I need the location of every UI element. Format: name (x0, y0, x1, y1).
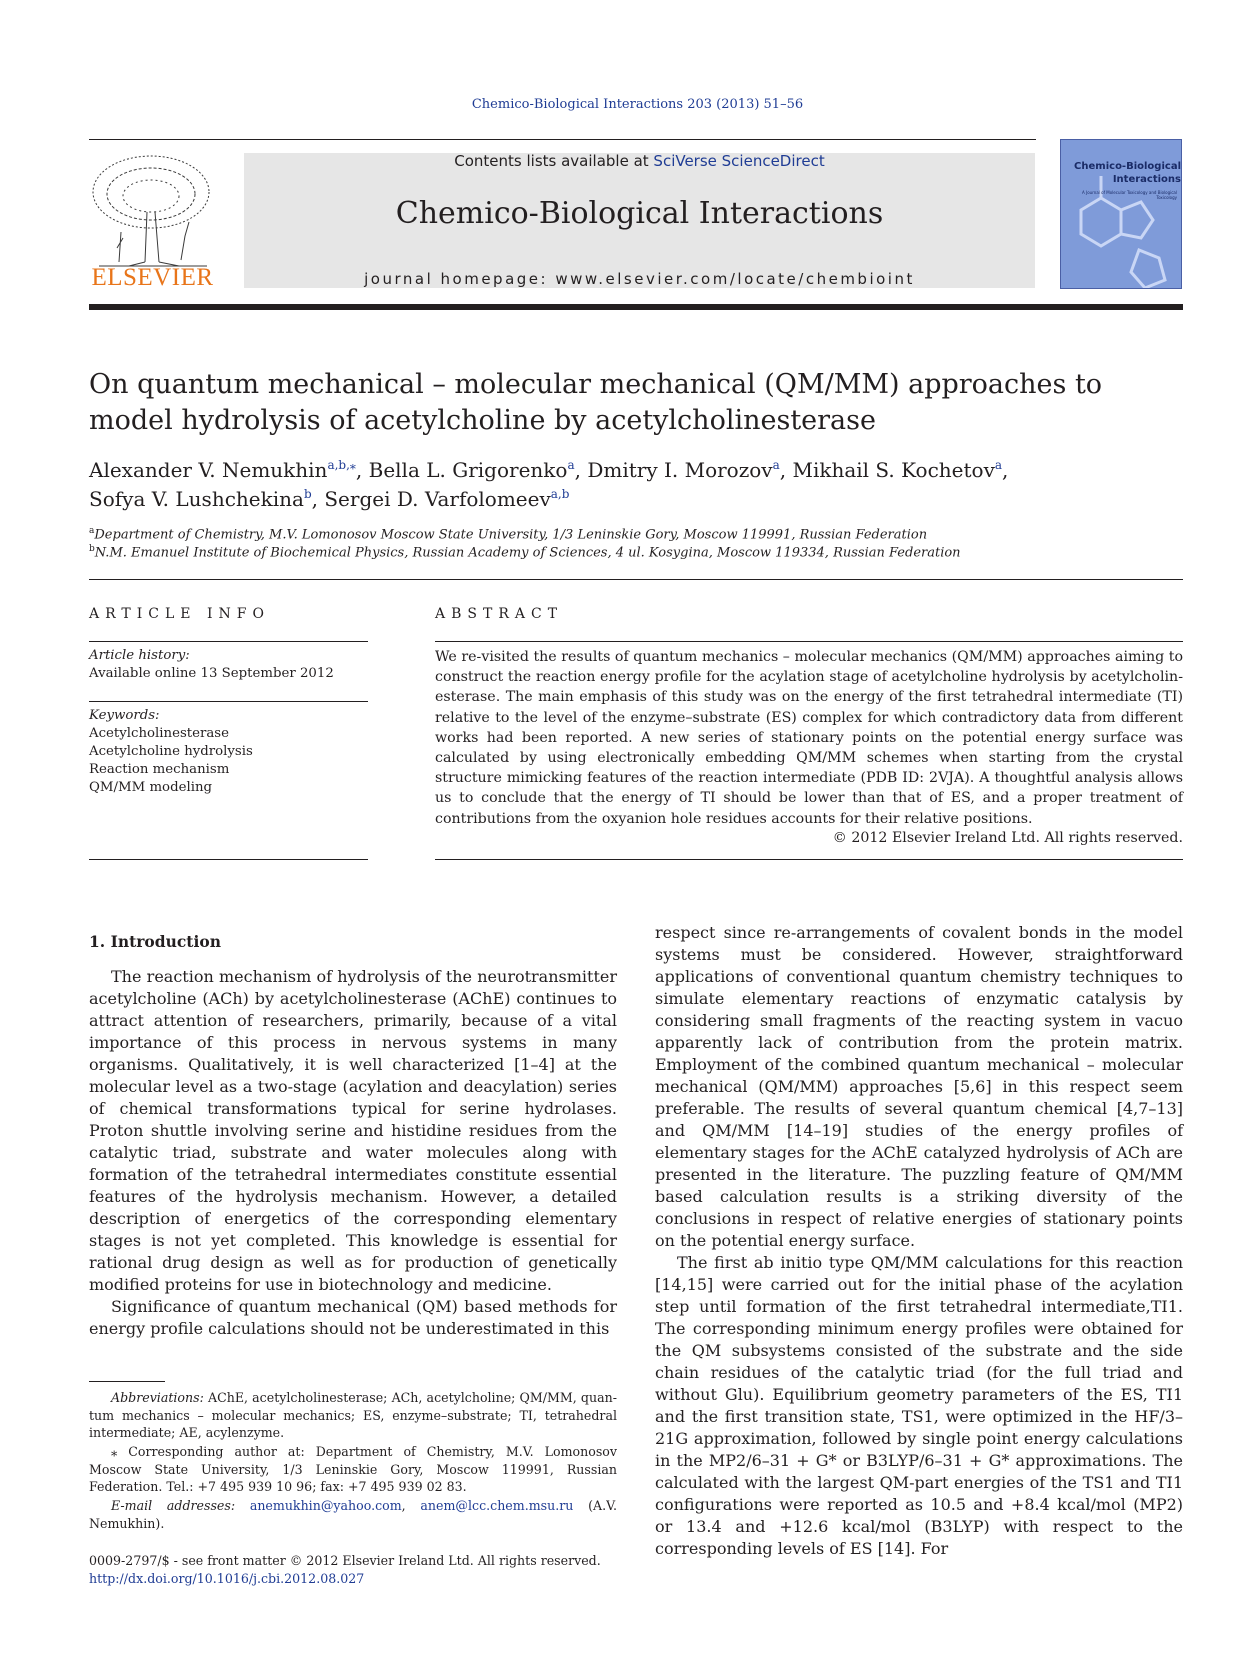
author-affiliation-mark[interactable]: a,b (550, 487, 570, 501)
history-value: Available online 13 September 2012 (89, 666, 334, 681)
header-rule (89, 139, 1036, 140)
journal-homepage[interactable]: journal homepage: www.elsevier.com/locate/chembioint (364, 270, 915, 288)
paragraph: The first ab initio type QM/MM calculations for this reaction [14,15] were carried out for the initial phase of the acylation step until formation of the first tetrahedral intermediate,TI1. The corresponding minimum energy profiles were obtained for the QM subsystems consisted of the substrate and the side chain residues of the catalytic triad (for the full triad and without Glu). Equilibrium geometry parameters of the ES, TI1 and the first transition state, TS1, were optimized in the HF/3–21G approximation, followed by single point energy calculations in the MP2/6–31 + G* or B3LYP/6–31 + G* approximations. The calculated with the largest QM-part energies of the TS1 and TI1 configurations were reported as 10.5 and +8.4 kcal/mol (MP2) or 13.4 and +12.6 kcal/mol (B3LYP) with respect to the corresponding levels of ES [14]. For (655, 1253, 1183, 1558)
keyword: QM/MM modeling (89, 780, 213, 795)
author-name: Alexander V. Nemukhin (89, 458, 328, 482)
author-separator: , (574, 458, 588, 482)
section-heading: 1. Introduction (89, 932, 221, 951)
affiliation-mark: b (89, 544, 95, 554)
abbreviations-footnote (89, 1389, 617, 1442)
author-separator: , (1002, 458, 1009, 482)
author-affiliation-mark[interactable]: a,b,⁎ (327, 458, 356, 472)
abbreviations-label: Abbreviations: (111, 1390, 204, 1405)
journal-citation-link[interactable]: Chemico-Biological Interactions 203 (2013) 51–56 (471, 97, 804, 112)
email-label: E-mail addresses: (111, 1498, 236, 1513)
affiliation-mark: a (89, 526, 95, 536)
affiliation-b (89, 544, 1183, 560)
email-link[interactable]: anem@lcc.chem.msu.ru (420, 1498, 574, 1513)
affiliation-a (89, 526, 1183, 542)
elsevier-tree-logo (89, 152, 214, 272)
footnote-rule (89, 1381, 165, 1382)
keyword: Acetylcholine hydrolysis (89, 744, 253, 759)
affiliation-text: Department of Chemistry, M.V. Lomonosov Moscow State University, 1/3 Leninskie Gory, Moscow 119991, Russian Federation (94, 527, 928, 543)
abstract-text: We re-visited the results of quantum mechanics – molecular mechanics (QM/MM) approaches aiming to construct the reaction energy profile for the acylation stage of acetylcholine hydrolysis by acetylcholinesterase. The main emphasis of this study was on the energy of the first tetrahedral intermediate (TI) relative to the level of the enzyme–substrate (ES) complex for which contradictory data from different works had been reported. A new series of stationary points on the potential energy surface was calculated by using electronically embedding QM/MM schemes when starting from the crystal structure mimicking features of the reaction intermediate (PDB ID: 2VJA). A thoughtful analysis allows us to conclude that the energy of TI should be lower than that of ES, and a proper treatment of contributions from the oxyanion hole residues accounts for their relative positions. (435, 649, 1183, 827)
cover-subtitle: A Journal of Molecular Toxicology and Biological Toxicology (1082, 190, 1177, 200)
keywords-block (89, 707, 368, 797)
corresponding-text: ⁎ Corresponding author at: Department of Chemistry, M.V. Lomonosov Moscow State University, 1/3 Leninskie Gory, Moscow 119991, Russian Federation. Tel.: +7 495 939 10 96; fax: +7 495 939 02 83. (89, 1444, 617, 1494)
corresponding-author-footnote (89, 1443, 617, 1496)
contents-line (244, 152, 1035, 170)
paragraph: The reaction mechanism of hydrolysis of the neurotransmitter acetylcholine (ACh) by acetylcholinesterase (AChE) continues to attract attention of researchers, primarily, because of a vital importance of this process in nervous systems in many organisms. Qualitatively, it is well characterized [1–4] at the molecular level as a two-stage (acylation and deacylation) series of chemical transformations typical for serine hydrolases. Proton shuttle involving serine and histidine residues from the catalytic triad, substrate and water molecules along with formation of the tetrahedral intermediates constitute essential features of the hydrolysis mechanism. However, a detailed description of energetics of the corresponding elementary stages is not yet completed. This knowledge is essential for rational drug design as well as for production of genetically modified proteins for use in biotechnology and medicine. (89, 967, 617, 1294)
author-list (89, 456, 1183, 514)
paragraph: respect since re-arrangements of covalent bonds in the model systems must be considered. However, straightforward applications of conventional quantum chemistry techniques to simulate elementary reactions of enzymatic catalysis by considering small fragments of the reacting system in vacuo apparently lack of contribution from the protein matrix. Employment of the combined quantum mechanical – molecular mechanical (QM/MM) approaches [5,6] in this respect seem preferable. The results of several quantum chemical [4,7–13] and QM/MM [14–19] studies of the energy profiles of elementary stages for the AChE catalyzed hydrolysis of ACh are presented in the literature. The puzzling feature of QM/MM based calculation results is a striking diversity of the conclusions in respect of relative energies of stationary points on the potential energy surface. (655, 923, 1183, 1250)
sciencedirect-link[interactable]: SciVerse ScienceDirect (653, 152, 825, 170)
masthead-thick-rule (89, 304, 1183, 310)
article-info-divider (89, 701, 368, 702)
body-column-left (89, 966, 617, 1340)
author-separator: , (779, 458, 793, 482)
affiliation-text: N.M. Emanuel Institute of Biochemical Physics, Russian Academy of Sciences, 4 ul. Kosygina, Moscow 119334, Russian Federation (94, 545, 961, 561)
article-info-bottom-rule (89, 859, 368, 860)
article-history (89, 647, 368, 683)
keyword: Reaction mechanism (89, 762, 230, 777)
author-affiliation-mark[interactable]: a (567, 458, 575, 472)
author-name: Bella L. Grigorenko (368, 458, 568, 482)
author-affiliation-mark[interactable]: a (772, 458, 780, 472)
issn-line: 0009-2797/$ - see front matter © 2012 Elsevier Ireland Ltd. All rights reserved. (89, 1553, 601, 1568)
author-name: Sofya V. Lushchekina (89, 487, 304, 511)
cover-title: Chemico-Biological Interactions (1074, 161, 1181, 185)
contents-prefix: Contents lists available at (454, 152, 654, 170)
abstract-rule (435, 641, 1183, 642)
article-info-rule (89, 641, 368, 642)
author-affiliation-mark[interactable]: b (303, 487, 312, 501)
abstract-heading: ABSTRACT (435, 606, 564, 622)
author-affiliation-mark[interactable]: a (994, 458, 1003, 472)
author-name: Mikhail S. Kochetov (792, 458, 995, 482)
author-name: Sergei D. Varfolomeev (324, 487, 551, 511)
doi-link[interactable]: http://dx.doi.org/10.1016/j.cbi.2012.08.027 (89, 1571, 365, 1586)
author-separator: , (311, 487, 325, 511)
article-info-heading: ARTICLE INFO (89, 606, 270, 622)
email-footnote: E-mail addresses: anemukhin@yahoo.com, anem@lcc.chem.msu.ru (A.V. Nemukhin). (89, 1498, 617, 1531)
body-column-right (655, 922, 1183, 1560)
email-suffix: (A.V. Nemukhin). (89, 1498, 617, 1531)
keywords-label: Keywords: (89, 708, 160, 723)
elsevier-wordmark: ELSEVIER (91, 264, 214, 291)
abbreviations-text: AChE, acetylcholinesterase; ACh, acetylcholine; QM/MM, quantum mechanics – molecular mechanics; ES, enzyme–substrate; TI, tetrahedral intermediate; AE, acylenzyme. (89, 1390, 617, 1440)
journal-name: Chemico-Biological Interactions (395, 196, 884, 231)
copyright-notice: © 2012 Elsevier Ireland Ltd. All rights reserved. (832, 830, 1183, 846)
paragraph: Significance of quantum mechanical (QM) based methods for energy profile calculations should not be underestimated in this (89, 1297, 617, 1338)
email-link[interactable]: anemukhin@yahoo.com (249, 1498, 402, 1513)
keyword: Acetylcholinesterase (89, 726, 229, 741)
author-name: Dmitry I. Morozov (587, 458, 773, 482)
journal-cover-image (1060, 139, 1182, 289)
section-rule (89, 579, 1183, 580)
abstract-bottom-rule (435, 859, 1183, 860)
author-separator: , (355, 458, 369, 482)
history-label: Article history: (89, 648, 190, 663)
article-title: On quantum mechanical – molecular mechanical (QM/MM) approaches to model hydrolysis of acetylcholine by acetylcholinesterase (89, 369, 1103, 436)
